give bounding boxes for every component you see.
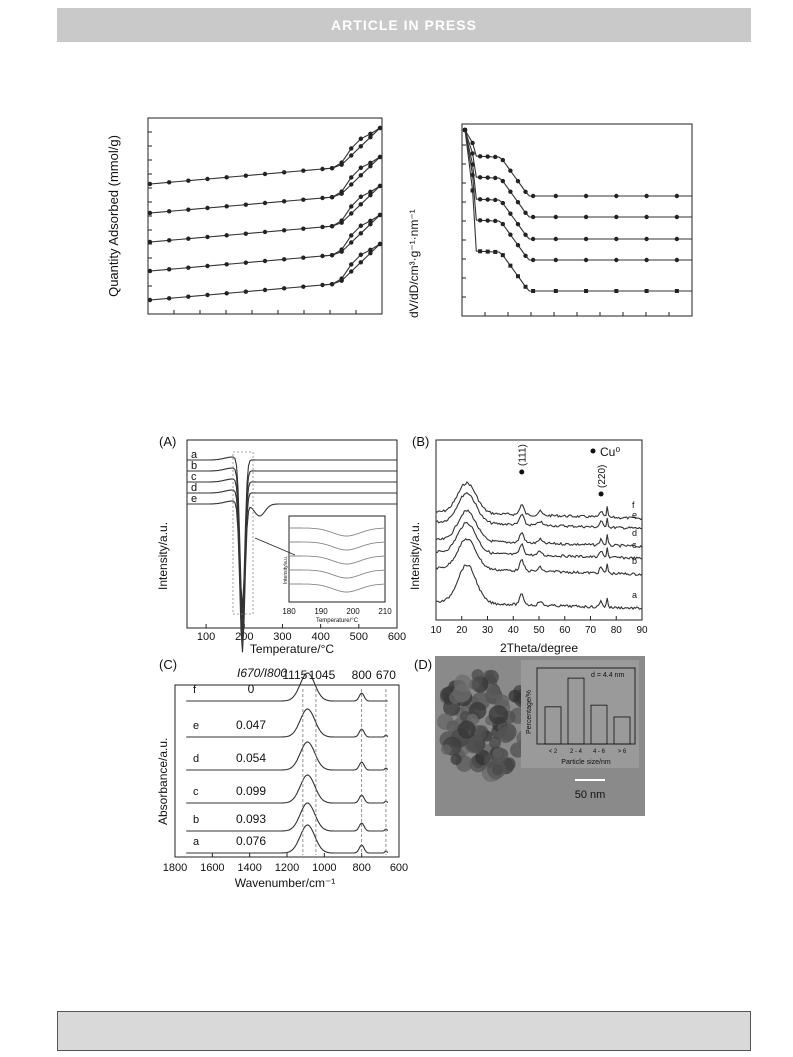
- panel-a-curve-label: e: [191, 493, 198, 505]
- isotherm-point: [244, 173, 248, 177]
- panel-a-inset-xlabel: Temperature/°C: [315, 618, 359, 624]
- pore-size-point: [516, 200, 520, 204]
- panel-a-xtick-label: 600: [387, 631, 407, 643]
- panel-c-chart: [155, 655, 409, 895]
- isotherm-point: [167, 238, 171, 242]
- isotherm-point: [301, 255, 305, 259]
- pore-size-curves: [463, 128, 692, 293]
- panel-b-xtick-label: 90: [636, 625, 648, 636]
- histogram-xlabel: Particle size/nm: [561, 759, 611, 766]
- pore-size-point: [470, 141, 474, 145]
- cu-220-marker: [599, 492, 604, 497]
- panel-a-line: [187, 501, 397, 652]
- pore-size-point: [675, 215, 679, 219]
- isotherm-curves: [148, 126, 382, 302]
- pore-size-point: [501, 222, 505, 226]
- isotherm-point: [263, 259, 267, 263]
- isotherm-point: [349, 182, 353, 186]
- panel-c-peak-label: 1115: [282, 668, 308, 682]
- pore-size-point: [675, 237, 679, 241]
- pore-size-point: [493, 176, 497, 180]
- pore-size-point: [478, 218, 482, 222]
- isotherm-point: [320, 225, 324, 229]
- isotherm-point: [148, 269, 152, 273]
- tem-particle: [472, 669, 484, 681]
- isotherm-point: [224, 291, 228, 295]
- isotherm-point: [263, 230, 267, 234]
- panel-c-curves: [186, 673, 388, 853]
- pore-size-point: [486, 175, 490, 179]
- panel-c-curve-label: f: [193, 684, 197, 696]
- isotherm-point: [148, 182, 152, 186]
- isotherm-point: [349, 153, 353, 157]
- histogram-inset: [521, 660, 641, 770]
- pore-size-point: [478, 249, 482, 253]
- panel-c-xtick-label: 1600: [200, 862, 225, 874]
- panel-c-ylabel: Absorbance/a.u.: [156, 737, 170, 825]
- pore-size-point: [554, 258, 558, 262]
- pore-size-point: [501, 253, 505, 257]
- panel-a-curve-label: d: [191, 482, 198, 494]
- panel-b-ylabel: Intensity/a.u.: [408, 521, 422, 590]
- isotherm-point: [282, 257, 286, 261]
- panel-c-xtick-label: 1000: [312, 862, 337, 874]
- panel-a-xtick-label: 500: [349, 631, 368, 643]
- isotherm-point: [349, 233, 353, 237]
- isotherm-point: [282, 228, 286, 232]
- pore-size-line: [465, 130, 692, 260]
- pore-size-chart: [400, 110, 700, 320]
- panel-a-ylabel: Intensity/a.u.: [156, 521, 170, 590]
- isotherm-point: [359, 202, 363, 206]
- isotherm-point: [368, 161, 372, 165]
- panel-c-ratio-value: 0.054: [235, 751, 267, 765]
- panel-b-curve-label: b: [632, 556, 638, 566]
- panel-a-xlabel: Temperature/°C: [249, 642, 335, 656]
- isotherm-point: [167, 267, 171, 271]
- isotherm-point: [339, 276, 343, 280]
- panel-a-xtick-label: 300: [273, 631, 292, 643]
- panel-c-xlabel: Wavenumber/cm⁻¹: [234, 876, 336, 890]
- panel-d-label: (D): [414, 657, 433, 672]
- isotherm-point: [339, 160, 343, 164]
- panel-a-frame: [187, 440, 397, 628]
- tem-image: [435, 656, 645, 816]
- isotherm-point: [349, 204, 353, 208]
- isotherm-point: [320, 254, 324, 258]
- histogram-ylabel: Percentage/%: [526, 690, 533, 734]
- pore-size-point: [523, 211, 527, 215]
- pore-size-point: [523, 254, 527, 258]
- panel-c-ratio-value: 0.099: [235, 784, 267, 798]
- panel-a-inset-ylabel: Intensity/a.u.: [283, 555, 289, 584]
- pore-size-point: [508, 232, 512, 236]
- pore-size-point: [554, 289, 558, 293]
- isotherm-point: [320, 196, 324, 200]
- pore-size-line: [465, 130, 692, 239]
- pore-size-point: [501, 158, 505, 162]
- cu-legend-label: Cu⁰: [600, 445, 621, 459]
- tem-particle: [492, 764, 503, 775]
- pore-size-point: [501, 201, 505, 205]
- pore-size-point: [614, 215, 618, 219]
- tem-particle: [458, 721, 476, 739]
- pore-size-point: [675, 194, 679, 198]
- pore-size-point: [644, 258, 648, 262]
- isotherm-point: [301, 284, 305, 288]
- tem-particle: [449, 691, 462, 704]
- isotherm-point: [263, 288, 267, 292]
- panel-c-peak-label: 1045: [308, 668, 336, 682]
- isotherm-point: [330, 166, 334, 170]
- tem-particle: [489, 705, 508, 724]
- pore-size-point: [675, 258, 679, 262]
- panel-b-chart: [408, 430, 653, 655]
- panel-c-curve-label: c: [193, 786, 199, 798]
- panel-a-curve-label: b: [191, 460, 198, 472]
- pore-size-point: [614, 258, 618, 262]
- isotherm-point: [186, 265, 190, 269]
- panel-b-label: (B): [412, 434, 430, 449]
- isotherm-point: [263, 201, 267, 205]
- isotherm-point: [205, 264, 209, 268]
- isotherm-point: [244, 260, 248, 264]
- panel-c-ratio-value: 0.093: [235, 812, 267, 826]
- isotherm-point: [301, 168, 305, 172]
- pore-size-point: [584, 289, 588, 293]
- pore-size-point: [471, 189, 475, 193]
- pore-size-point: [493, 250, 497, 254]
- pore-size-point: [508, 264, 512, 268]
- pore-size-point: [554, 215, 558, 219]
- panel-b-xtick-label: 70: [584, 625, 597, 636]
- isotherm-point: [339, 189, 343, 193]
- isotherm-point: [359, 195, 363, 199]
- isotherm-point: [320, 283, 324, 287]
- pore-size-point: [523, 190, 527, 194]
- banner-text: ARTICLE IN PRESS: [331, 17, 477, 33]
- isotherm-point: [224, 204, 228, 208]
- panel-a-xticks: [197, 624, 406, 643]
- panel-b-curves: [436, 444, 642, 609]
- histogram-category-label: > 6: [617, 749, 627, 755]
- pore-size-point: [531, 237, 535, 241]
- pore-size-point: [584, 258, 588, 262]
- isotherm-point: [167, 180, 171, 184]
- panel-c-curve-label: a: [193, 836, 200, 848]
- isotherm-point: [282, 170, 286, 174]
- panel-b-curve-label: d: [632, 528, 638, 538]
- tem-particle: [486, 685, 500, 699]
- pore-size-line: [465, 130, 692, 291]
- pore-size-point: [493, 198, 497, 202]
- isotherm-point: [359, 231, 363, 235]
- isotherm-point: [349, 269, 353, 273]
- pore-size-ticks: [462, 145, 669, 316]
- isotherm-point: [359, 173, 363, 177]
- pore-size-point: [478, 197, 482, 201]
- histogram-annotation: d = 4.4 nm: [591, 672, 625, 679]
- isotherm-point: [349, 262, 353, 266]
- panel-c-xtick-label: 800: [352, 862, 371, 874]
- pore-size-point: [478, 175, 482, 179]
- pore-size-line: [465, 130, 692, 196]
- footer-box: [57, 1011, 751, 1051]
- tem-particle: [508, 690, 521, 703]
- isotherm-point: [244, 289, 248, 293]
- pore-size-point: [554, 237, 558, 241]
- article-in-press-banner: [57, 8, 751, 42]
- pore-size-point: [493, 155, 497, 159]
- pore-size-point: [531, 289, 535, 293]
- panel-a-curve-label: c: [191, 471, 197, 483]
- panel-b-xtick-label: 40: [507, 625, 519, 636]
- pore-size-point: [584, 215, 588, 219]
- panel-a-curves: [187, 449, 397, 652]
- isotherm-point: [378, 184, 382, 188]
- pore-size-point: [584, 194, 588, 198]
- pore-size-point: [493, 219, 497, 223]
- isotherm-point: [186, 294, 190, 298]
- isotherm-point: [224, 262, 228, 266]
- isotherm-point: [368, 132, 372, 136]
- pore-size-point: [486, 218, 490, 222]
- panel-a-inset-line: [289, 584, 385, 592]
- histogram-category-label: < 2: [548, 749, 558, 755]
- panel-a-inset-frame: [289, 516, 385, 602]
- panel-b-line: [436, 565, 642, 609]
- panel-c-curve-label: e: [193, 720, 200, 732]
- peak-111-label: (111): [517, 444, 529, 466]
- panel-a-label: (A): [159, 434, 177, 449]
- panel-a-chart: [155, 430, 405, 655]
- isotherm-point: [282, 286, 286, 290]
- isotherm-frame: [148, 118, 382, 314]
- pore-size-point: [554, 194, 558, 198]
- isotherm-point: [368, 190, 372, 194]
- isotherm-point: [301, 197, 305, 201]
- isotherm-point: [359, 137, 363, 141]
- pore-size-point: [478, 154, 482, 158]
- isotherm-point: [205, 177, 209, 181]
- panel-c-label: (C): [159, 657, 178, 672]
- tem-particle: [493, 748, 508, 763]
- panel-c-line: [186, 742, 388, 770]
- isotherm-point: [359, 260, 363, 264]
- pore-size-point: [463, 128, 467, 132]
- isotherm-point: [359, 224, 363, 228]
- panel-a-inset-line: [289, 556, 385, 564]
- panel-a-inset-xtick-label: 210: [378, 607, 392, 616]
- isotherm-point: [330, 253, 334, 257]
- isotherm-point: [263, 172, 267, 176]
- peak-220-label: (220): [597, 464, 609, 488]
- pore-size-point: [531, 194, 535, 198]
- panel-b-xtick-label: 80: [610, 625, 622, 636]
- panel-c-line: [186, 775, 388, 803]
- isotherm-point: [224, 175, 228, 179]
- panel-b-line: [436, 482, 642, 519]
- panel-a-line: [187, 490, 397, 641]
- histogram-category-label: 4 - 6: [592, 749, 606, 755]
- isotherm-point: [205, 206, 209, 210]
- isotherm-point: [378, 126, 382, 130]
- isotherm-point: [349, 211, 353, 215]
- isotherm-ylabel: Quantity Adsorbed (mmol/g): [106, 135, 121, 297]
- panel-b-xtick-label: 30: [481, 625, 494, 636]
- pore-size-point: [486, 154, 490, 158]
- isotherm-point: [205, 235, 209, 239]
- pore-size-point: [508, 189, 512, 193]
- panel-b-curve-label: f: [632, 500, 635, 510]
- isotherm-point: [339, 247, 343, 251]
- isotherm-point: [244, 231, 248, 235]
- isotherm-point: [330, 282, 334, 286]
- pore-size-point: [516, 222, 520, 226]
- panel-a-inset-xtick-label: 180: [282, 607, 296, 616]
- pore-size-ylabel: dV/dD/cm³·g⁻¹·nm⁻¹: [407, 209, 421, 318]
- isotherm-point: [359, 166, 363, 170]
- isotherm-point: [320, 167, 324, 171]
- panel-c-ratio-value: 0.047: [235, 718, 267, 732]
- isotherm-point: [301, 226, 305, 230]
- isotherm-point: [368, 248, 372, 252]
- pore-size-point: [614, 194, 618, 198]
- panel-b-xtick-label: 60: [559, 625, 571, 636]
- panel-c-xtick-label: 600: [389, 862, 409, 874]
- pore-size-point: [614, 289, 618, 293]
- panel-a-inset-line: [289, 542, 385, 550]
- panel-a-inset-line: [289, 570, 385, 578]
- isotherm-point: [368, 219, 372, 223]
- panel-c-ratio-value: 0.076: [235, 834, 267, 848]
- panel-c-xtick-label: 1800: [162, 862, 188, 874]
- panel-a-line: [187, 457, 397, 608]
- panel-a-curve-label: a: [191, 449, 198, 461]
- panel-c-line: [186, 803, 388, 831]
- panel-b-xticks: [430, 616, 648, 636]
- panel-c-peak-label: 800: [351, 668, 372, 682]
- pore-size-point: [644, 194, 648, 198]
- panel-b-xlabel: 2Theta/degree: [499, 641, 579, 655]
- isotherm-point: [244, 202, 248, 206]
- isotherm-point: [349, 146, 353, 150]
- isotherm-point: [167, 296, 171, 300]
- isotherm-point: [359, 253, 363, 257]
- panel-a-inset-xtick-label: 190: [314, 607, 328, 616]
- histogram-category-label: 2 - 4: [569, 749, 583, 755]
- panel-c-xtick-label: 1200: [274, 862, 300, 874]
- isotherm-point: [349, 175, 353, 179]
- isotherm-point: [186, 207, 190, 211]
- panel-b-xtick-label: 50: [533, 625, 545, 636]
- pore-size-point: [531, 258, 535, 262]
- pore-size-line: [465, 130, 692, 217]
- panel-c-xticks: [163, 853, 408, 874]
- scale-bar-group: [565, 774, 625, 804]
- pore-size-point: [531, 215, 535, 219]
- isotherm-point: [205, 293, 209, 297]
- isotherm-point: [330, 195, 334, 199]
- panel-a-xtick-label: 200: [235, 631, 254, 643]
- panel-c-peak-label: 670: [375, 668, 396, 682]
- panel-b-curve-label: c: [632, 540, 637, 550]
- pore-size-point: [644, 215, 648, 219]
- pore-size-point: [508, 211, 512, 215]
- pore-size-point: [516, 243, 520, 247]
- panel-b-frame: [436, 440, 642, 620]
- panel-c-peak-lines: [282, 668, 396, 855]
- isotherm-point: [359, 144, 363, 148]
- pore-size-point: [508, 168, 512, 172]
- isotherm-point: [378, 155, 382, 159]
- pore-size-point: [516, 179, 520, 183]
- panel-c-ratio-value: 0: [247, 682, 255, 696]
- isotherm-point: [148, 298, 152, 302]
- pore-size-point: [584, 237, 588, 241]
- panel-b-xtick-label: 20: [456, 625, 468, 636]
- isotherm-point: [330, 224, 334, 228]
- pore-size-point: [523, 233, 527, 237]
- pore-size-point: [486, 250, 490, 254]
- panel-a-inset-curves: [282, 528, 392, 616]
- isotherm-point: [282, 199, 286, 203]
- isotherm-point: [339, 218, 343, 222]
- isotherm-point: [378, 213, 382, 217]
- ratio-header: I670/I800: [237, 666, 288, 680]
- panel-c-line: [186, 709, 388, 737]
- cu-legend-dot: [591, 449, 596, 454]
- panel-a-xtick-label: 400: [311, 631, 330, 643]
- panel-b-curve-label: a: [632, 590, 638, 600]
- panel-a-inset-line: [289, 528, 385, 536]
- tem-particle: [489, 737, 501, 749]
- isotherm-chart: [100, 110, 400, 320]
- pore-size-point: [524, 285, 528, 289]
- panel-b-curve-label: e: [632, 510, 638, 520]
- isotherm-point: [148, 240, 152, 244]
- pore-size-point: [501, 179, 505, 183]
- panel-c-curve-label: d: [193, 753, 200, 765]
- isotherm-point: [349, 240, 353, 244]
- tem-particle: [441, 744, 452, 755]
- panel-a-inset-xtick-label: 200: [346, 607, 360, 616]
- isotherm-point: [378, 242, 382, 246]
- pore-size-point: [614, 237, 618, 241]
- pore-size-point: [645, 289, 649, 293]
- pore-size-point: [675, 289, 679, 293]
- isotherm-point: [186, 178, 190, 182]
- pore-size-point: [644, 237, 648, 241]
- panel-c-xtick-label: 1400: [237, 862, 262, 874]
- isotherm-point: [167, 209, 171, 213]
- panel-c-curve-label: b: [193, 814, 200, 826]
- panel-a-line: [187, 468, 397, 619]
- scale-bar-label: 50 nm: [574, 789, 606, 801]
- isotherm-point: [186, 236, 190, 240]
- isotherm-point: [148, 211, 152, 215]
- cu-111-marker: [519, 470, 524, 475]
- pore-size-point: [516, 274, 520, 278]
- isotherm-point: [224, 233, 228, 237]
- pore-size-point: [486, 197, 490, 201]
- panel-b-xtick-label: 10: [430, 625, 442, 636]
- panel-a-xtick-label: 100: [196, 631, 216, 643]
